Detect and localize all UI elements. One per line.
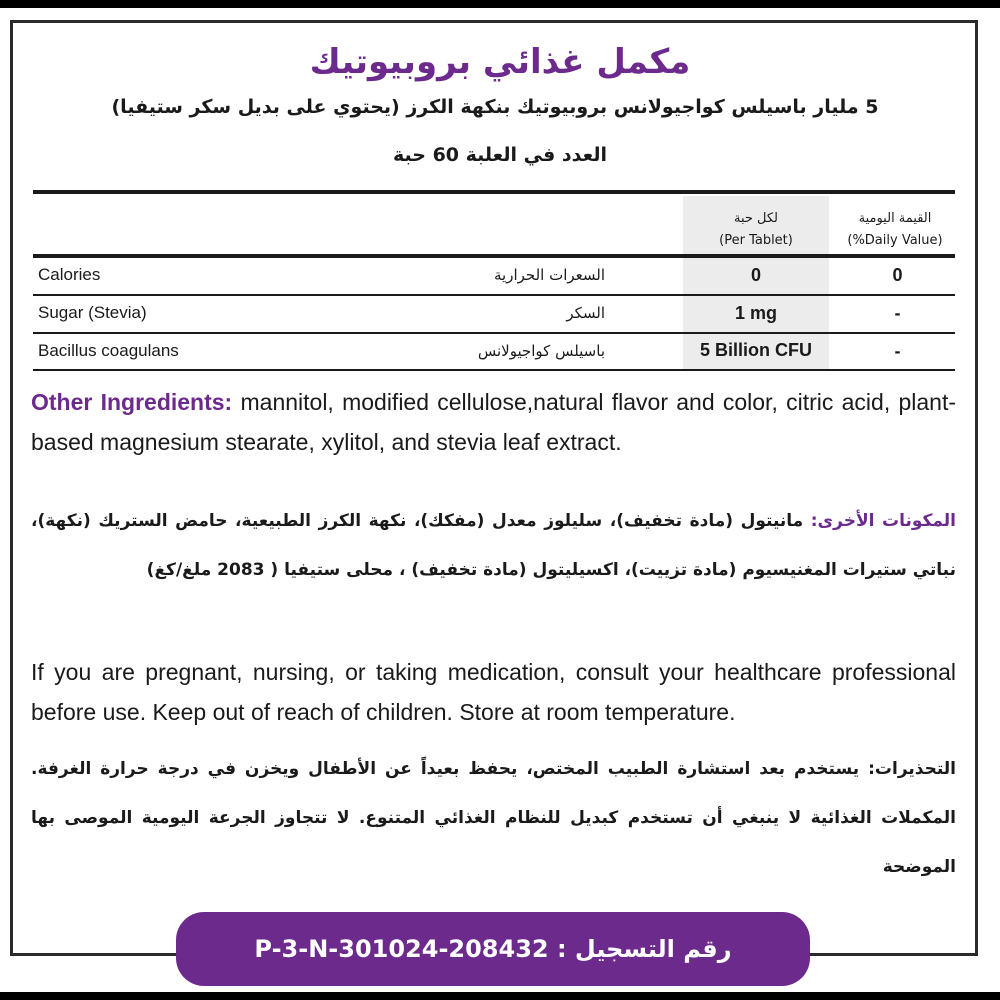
other-ingredients-en xyxy=(31,382,956,462)
row-bacillus-daily-value: - xyxy=(894,341,901,361)
row-calories-en: Calories xyxy=(38,265,101,284)
row-calories-per-tablet: 0 xyxy=(750,265,761,285)
warning-ar-label: التحذيرات: xyxy=(868,759,956,779)
header-per-tablet-en: (Per Tablet) xyxy=(719,233,793,248)
header-daily-value-ar: القيمة اليومية xyxy=(858,211,932,226)
table-top-rule xyxy=(33,190,955,194)
row-bacillus-en: Bacillus coagulans xyxy=(38,341,179,360)
other-ingredients-ar-text: مانيتول (مادة تخفيف)، سليلوز معدل (مفكك)، نكهة الكرز الطبيعية، حامض الستريك (نكهة)، نباتي ستيرات المغنيسيوم (مادة تزييت)، اكسيليتول (مادة تخفيف) ، محلى ستيفيا ( 2083 ملغ/كغ) xyxy=(31,511,956,580)
header-daily-value xyxy=(835,208,955,252)
product-title: مكمل غذائي بروبيوتيك xyxy=(309,42,691,82)
table-row-divider xyxy=(33,294,955,296)
header-per-tablet-ar: لكل حبة xyxy=(733,211,779,226)
table-header-rule xyxy=(33,254,955,258)
row-sugar-ar: السكر xyxy=(566,304,605,322)
tablet-count: العدد في العلبة 60 حبة xyxy=(392,144,608,166)
header-daily-value-en: (%Daily Value) xyxy=(847,233,943,248)
other-ingredients-ar xyxy=(31,497,956,595)
top-border-strip xyxy=(0,0,1000,8)
other-ingredients-ar-label: المكونات الأخرى: xyxy=(810,511,956,531)
row-sugar-en: Sugar (Stevia) xyxy=(38,303,147,322)
header-per-tablet xyxy=(683,208,829,252)
warning-ar xyxy=(31,745,956,892)
row-bacillus-per-tablet: 5 Billion CFU xyxy=(700,340,812,360)
row-bacillus-ar: باسيلس كواجيولانس xyxy=(477,342,605,360)
bottom-border-strip xyxy=(0,992,1000,1000)
warning-en: If you are pregnant, nursing, or taking medication, consult your healthcare professional before use. Keep out of reach of children. Store at room temperature. xyxy=(31,659,956,725)
row-sugar-daily-value: - xyxy=(894,303,901,323)
row-calories-ar: السعرات الحرارية xyxy=(493,266,605,284)
row-sugar-per-tablet: 1 mg xyxy=(734,303,777,323)
registration-number-badge: رقم التسجيل : P-3-N-301024-208432 xyxy=(176,912,810,986)
table-row-divider xyxy=(33,332,955,334)
table-bottom-rule xyxy=(33,369,955,371)
product-subtitle: 5 مليار باسيلس كواجيولانس بروبيوتيك بنكهة الكرز (يحتوي على بديل سكر ستيفيا) xyxy=(111,96,879,118)
row-calories-daily-value: 0 xyxy=(892,265,903,285)
warning-ar-text: يستخدم بعد استشارة الطبيب المختص، يحفظ بعيداً عن الأطفال ويخزن في درجة حرارة الغرفة. المكملات الغذائية لا ينبغي أن تستخدم كبديل للنظام الغذائي المتنوع. لا تتجاوز الجرعة اليومية الموصى بها الموضحة xyxy=(31,759,956,877)
other-ingredients-text: mannitol, modified cellulose,natural flavor and color, citric acid, plant-based magnesium stearate, xylitol, and stevia leaf extract. xyxy=(31,389,956,455)
other-ingredients-label: Other Ingredients: xyxy=(31,389,233,415)
